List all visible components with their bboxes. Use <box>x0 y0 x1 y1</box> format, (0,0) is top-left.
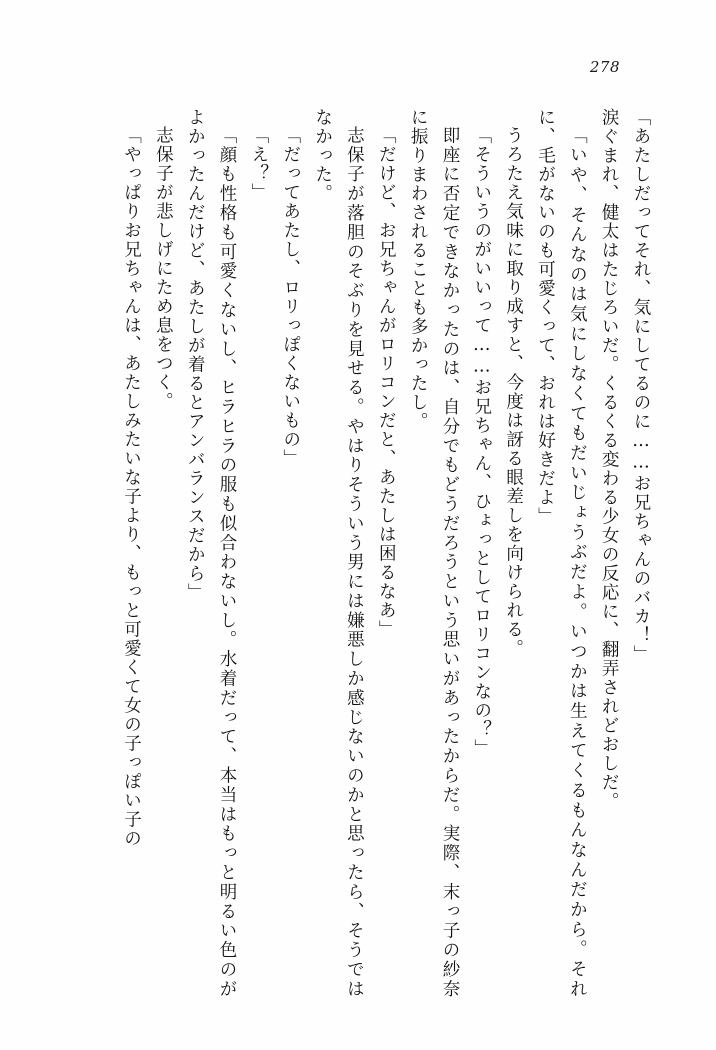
paragraph: 涙ぐまれ、健太はたじろいだ。くるくる変わる少女の反応に、翻弄されどおしだ。 <box>599 108 620 811</box>
paragraph: 「そういうのがいいって……お兄ちゃん、ひょっとしてロリコンなの？」 <box>471 125 492 758</box>
paragraph: 「だけど、お兄ちゃんがロリコンだと、あたしは困るなあ」 <box>376 125 397 639</box>
paragraph: 「え？」 <box>248 125 269 202</box>
paragraph: 「あたしだってそれ、気にしてるのに……お兄ちゃんのバカ！」 <box>631 108 651 664</box>
paragraph: 「だってあたし、ロリっぽくないもの」 <box>280 125 301 468</box>
paragraph: 志保子が落胆のそぶりを見せる。やはりそういう男には嫌悪しか感じないのかと思ったら、そうではなかった。 <box>312 108 365 999</box>
page-number: 278 <box>589 58 620 76</box>
paragraph: 即座に否定できなかったのは、自分でもどうだろうという思いがあったからだ。実際、末っ子の紗奈に振りまわされることも多かったし。 <box>408 108 460 998</box>
paragraph: 「いや、そんなのは気にしなくてもだいじょうぶだよ。いつかは生えてくるもんなんだから。それに、毛がないのも可愛くって、おれは好きだよ」 <box>535 108 588 998</box>
vertical-text-body <box>60 108 656 998</box>
paragraph: 志保子が悲しげにため息をつく。 <box>153 125 174 411</box>
paragraph: 「顔も性格も可愛くないし、ヒラヒラの服も似合わないし。水着だって、本当はもっと明るい色のがよかったんだけど、あたしが着るとアンバランスだから」 <box>185 108 238 999</box>
paragraph: 「やっぱりお兄ちゃんは、あたしみたいな子より、もっと可愛くて女の子っぽい子の <box>121 125 142 848</box>
paragraph: うろたえ気味に取り成すと、今度は訝る眼差しを向けられる。 <box>503 125 524 658</box>
